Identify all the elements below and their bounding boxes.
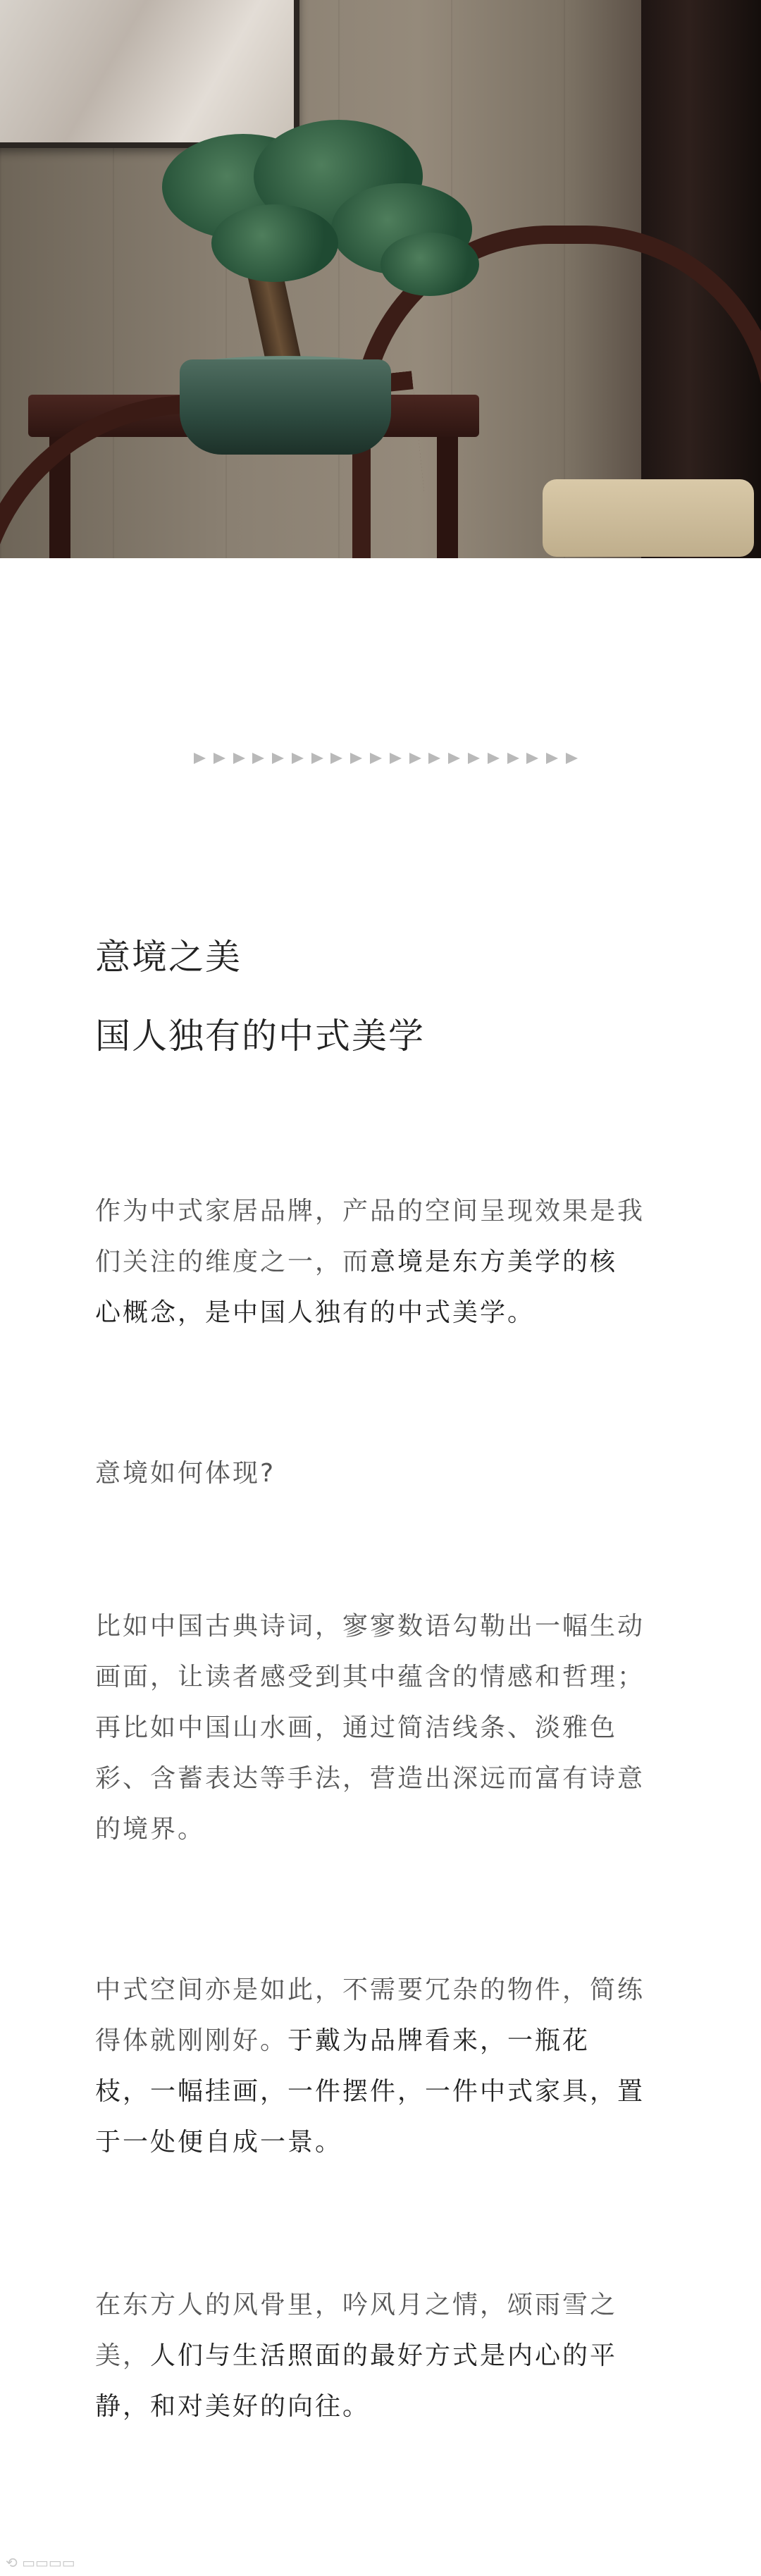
paragraph-intro-text: 作为中式家居品牌，产品的空间呈现效果是我们关注的维度之一，而	[95, 1197, 645, 1276]
divider-arrow-icon	[390, 753, 402, 764]
divider-arrow-icon	[488, 753, 500, 764]
bonsai-pot	[180, 359, 391, 455]
divider-arrow-icon	[214, 753, 225, 764]
divider-arrow-icon	[194, 753, 206, 764]
divider-arrow-icon	[330, 753, 342, 764]
hero-photo	[0, 0, 761, 558]
paragraph-intro-emphasis: 意境是东方美学的核心概念，是中国人独有的中式美学。	[95, 1247, 618, 1327]
heading-line-2: 国人独有的中式美学	[95, 1016, 425, 1056]
divider-arrow-icon	[409, 753, 421, 764]
heading-line-1: 意境之美	[95, 937, 242, 978]
wall-painting	[0, 0, 299, 148]
bonsai-foliage	[211, 204, 338, 282]
divider-arrow-icon	[311, 753, 323, 764]
divider-arrow-icon	[507, 753, 519, 764]
chair-cushion	[543, 479, 754, 557]
paragraph-closing-text: 在东方人的风骨里，吟风月之情，颂雨雪之美，	[95, 2291, 618, 2370]
paragraph-closing	[95, 2280, 645, 2432]
divider-arrow-icon	[448, 753, 460, 764]
paragraph-intro	[95, 1186, 645, 1338]
divider-arrow-icon	[428, 753, 440, 764]
divider-arrow-icon	[546, 753, 558, 764]
divider-arrow-icon	[566, 753, 578, 764]
divider-arrow-icon	[526, 753, 538, 764]
divider-arrow-icon	[370, 753, 382, 764]
table-leg	[437, 430, 458, 558]
bonsai-foliage	[380, 233, 479, 296]
divider-arrow-icon	[468, 753, 480, 764]
divider-arrow-icon	[292, 753, 304, 764]
divider-arrow-icon	[272, 753, 284, 764]
paragraph-space-text: 中式空间亦是如此，不需要冗杂的物件，简练得体就刚刚好。	[95, 1976, 645, 2055]
paragraph-question: 意境如何体现?	[95, 1459, 276, 1488]
divider-arrow-icon	[252, 753, 264, 764]
paragraph-space-emphasis: 于戴为品牌看来，一瓶花枝，一幅挂画，一件摆件，一件中式家具，置于一处便自成一景。	[95, 2026, 645, 2157]
paragraph-poetry: 比如中国古典诗词，寥寥数语勾勒出一幅生动画面，让读者感受到其中蕴含的情感和哲理；再比如中国山水画，通过简洁线条、淡雅色彩、含蓄表达等手法，营造出深远而富有诗意的境界。	[95, 1612, 645, 1844]
divider-arrow-icon	[350, 753, 362, 764]
dotted-arrow-divider	[194, 752, 578, 765]
paragraph-closing-emphasis: 人们与生活照面的最好方式是内心的平静，和对美好的向往。	[95, 2341, 618, 2421]
divider-arrow-icon	[233, 753, 245, 764]
paragraph-space	[95, 1965, 645, 2168]
watermark-logo: ⟲ ▭▭▭▭	[6, 2554, 75, 2571]
